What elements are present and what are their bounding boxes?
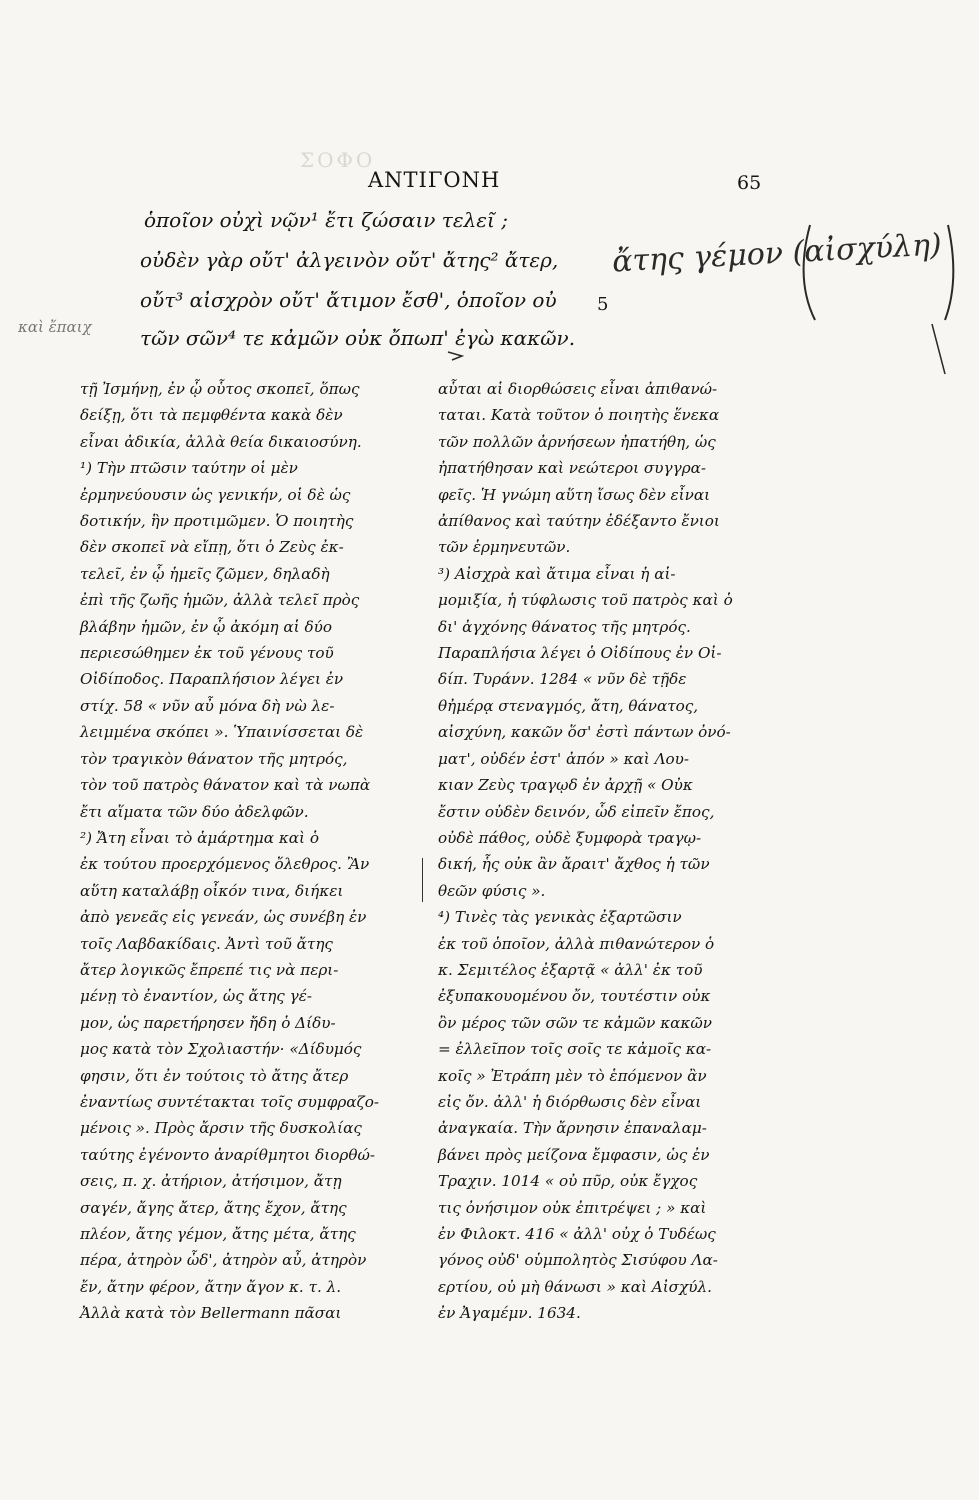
commentary-line: ἀπὸ γενεᾶς εἰς γενεάν, ὡς συνέβη ἐν: [80, 908, 367, 927]
commentary-line: θἠμέρᾳ στεναγμός, ἄτη, θάνατος,: [438, 696, 699, 715]
commentary-line: αὕτη καταλάβῃ οἶκόν τινα, διήκει: [80, 881, 344, 900]
commentary-line: = ἐλλεῖπον τοῖς σοῖς τε κἀμοῖς κα-: [438, 1040, 712, 1059]
commentary-line: μον, ὡς παρετήρησεν ἤδη ὁ Δίδυ-: [80, 1013, 336, 1032]
commentary-line: ὂν μέρος τῶν σῶν τε κἀμῶν κακῶν: [438, 1013, 712, 1032]
handwritten-margin-note-faint: καὶ ἔπαιχ: [18, 318, 92, 336]
commentary-line: ταύτης ἐγένοντο ἀναρίθμητοι διορθώ-: [80, 1145, 375, 1164]
commentary-line: τελεῖ, ἐν ᾧ ἡμεῖς ζῶμεν, δηλαδὴ: [80, 564, 330, 583]
commentary-line: πλέον, ἄτης γέμον, ἄτης μέτα, ἄτης: [80, 1225, 356, 1243]
commentary-line: αὗται αἱ διορθώσεις εἶναι ἀπιθανώ-: [438, 380, 718, 398]
commentary-line: εἰς ὄν. ἀλλ' ἡ διόρθωσις δὲν εἶναι: [438, 1092, 702, 1111]
commentary-line: μομιξία, ἡ τύφλωσις τοῦ πατρὸς καὶ ὁ: [438, 591, 733, 610]
commentary-line: ²) Ἄτη εἶναι τὸ ἁμάρτημα καὶ ὁ: [80, 828, 319, 847]
commentary-line: τῶν ἑρμηνευτῶν.: [438, 538, 571, 557]
commentary-line: δείξῃ, ὅτι τὰ πεμφθέντα κακὰ δὲν: [80, 406, 343, 425]
handwritten-caret: [448, 352, 462, 360]
commentary-line: δι' ἀγχόνης θάνατος τῆς μητρός.: [438, 617, 691, 636]
commentary-line: σεις, π. χ. ἀτήριον, ἀτήσιμον, ἄτῃ: [80, 1172, 342, 1191]
running-title: ΑΝΤΙΓΟΝΗ: [368, 168, 501, 192]
commentary-line: ἔτι αἵματα τῶν δύο ἀδελφῶν.: [80, 802, 309, 821]
commentary-line: κοῖς » Ἐτράπη μὲν τὸ ἑπόμενον ἂν: [438, 1066, 707, 1085]
commentary-line: σαγέν, ἄγης ἄτερ, ἄτης ἔχον, ἄτης: [80, 1198, 347, 1217]
right-commentary-column: [438, 376, 768, 1327]
commentary-line: κ. Σεμιτέλος ἐξαρτᾷ « ἀλλ' ἐκ τοῦ: [438, 960, 703, 979]
commentary-line: ⁴) Τινὲς τὰς γενικὰς ἐξαρτῶσιν: [438, 908, 682, 927]
commentary-line: θεῶν φύσις ».: [438, 881, 546, 900]
verse-line: οὐδὲν γὰρ οὔτ' ἀλγεινὸν οὔτ' ἄτης² ἄτερ,: [140, 248, 559, 272]
commentary-line: μος κατὰ τὸν Σχολιαστήν· «Δίδυμός: [80, 1040, 362, 1059]
commentary-line: πέρα, ἀτηρὸν ὧδ', ἀτηρὸν αὖ, ἀτηρὸν: [80, 1251, 367, 1270]
commentary-line: βλάβην ἡμῶν, ἐν ᾧ ἀκόμη αἱ δύο: [80, 617, 332, 636]
commentary-line: ἐπὶ τῆς ζωῆς ἡμῶν, ἀλλὰ τελεῖ πρὸς: [80, 591, 360, 610]
commentary-line: στίχ. 58 « νῦν αὖ μόνα δὴ νὼ λε-: [80, 696, 335, 715]
verse-line: οὔτ³ αἰσχρὸν οὔτ' ἄτιμον ἔσθ', ὁποῖον οὐ: [140, 288, 557, 312]
verse-line: τῶν σῶν⁴ τε κἀμῶν οὐκ ὄπωπ' ἐγὼ κακῶν.: [140, 326, 576, 350]
commentary-line: μένοις ». Πρὸς ἄρσιν τῆς δυσκολίας: [80, 1119, 362, 1138]
commentary-line: Οἰδίποδος. Παραπλήσιον λέγει ἐν: [80, 670, 344, 689]
handwritten-parenthesis: [945, 225, 953, 320]
commentary-line: εἶναι ἀδικία, ἀλλὰ θεία δικαιοσύνη.: [80, 432, 362, 451]
commentary-line: οὐδὲ πάθος, οὐδὲ ξυμφορὰ τραγῳ-: [438, 828, 702, 847]
commentary-line: ἐν Ἀγαμέμν. 1634.: [438, 1304, 581, 1323]
commentary-line: δὲν σκοπεῖ νὰ εἴπῃ, ὅτι ὁ Ζεὺς ἐκ-: [80, 538, 344, 557]
commentary-line: ἠπατήθησαν καὶ νεώτεροι συγγρα-: [438, 459, 707, 478]
commentary-line: Ἀλλὰ κατὰ τὸν Bellermann πᾶσαι: [80, 1304, 342, 1323]
commentary-line: ἀναγκαία. Τὴν ἄρνησιν ἐπαναλαμ-: [438, 1119, 707, 1138]
commentary-line: ἑρμηνεύουσιν ὡς γενικήν, οἱ δὲ ὡς: [80, 485, 351, 504]
commentary-line: ταται. Κατὰ τοῦτον ὁ ποιητὴς ἕνεκα: [438, 406, 720, 425]
commentary-line: τις ὀνήσιμον οὐκ ἐπιτρέψει ; » καὶ: [438, 1198, 707, 1217]
handwritten-margin-note: ἄτης γέμον (αἰσχύλη): [611, 227, 943, 280]
commentary-line: ἐκ τούτου προερχόμενος ὄλεθρος. Ἂν: [80, 855, 370, 874]
commentary-line: γόνος οὐδ' οὑμπολητὸς Σισύφου Λα-: [438, 1251, 718, 1270]
commentary-line: τὸν τραγικὸν θάνατον τῆς μητρός,: [80, 749, 348, 768]
bleed-through-text: ΣΟΦΟ: [300, 148, 376, 172]
commentary-line: ἐν Φιλοκτ. 416 « ἀλλ' οὐχ ὁ Τυδέως: [438, 1225, 716, 1243]
commentary-line: ¹) Τὴν πτῶσιν ταύτην οἱ μὲν: [80, 459, 298, 478]
commentary-line: τῇ Ἰσμήνῃ, ἐν ᾧ οὗτος σκοπεῖ, ὅπως: [80, 380, 360, 398]
commentary-line: ἐξυπακουομένου ὄν, τουτέστιν οὐκ: [438, 987, 711, 1006]
commentary-line: ερτίου, οὐ μὴ θάνωσι » καὶ Αἰσχύλ.: [438, 1277, 712, 1296]
commentary-line: δοτικήν, ἣν προτιμῶμεν. Ὁ ποιητὴς: [80, 512, 354, 531]
commentary-line: ἄτερ λογικῶς ἔπρεπέ τις νὰ περι-: [80, 960, 339, 979]
commentary-line: μένῃ τὸ ἐναντίον, ὡς ἄτης γέ-: [80, 987, 312, 1006]
commentary-line: ἐναντίως συντέτακται τοῖς συμφραζο-: [80, 1092, 380, 1111]
commentary-line: τὸν τοῦ πατρὸς θάνατον καὶ τὰ νωπὰ: [80, 776, 371, 795]
commentary-line: περιεσώθημεν ἐκ τοῦ γένους τοῦ: [80, 644, 334, 663]
left-commentary-column: [80, 376, 410, 1327]
commentary-line: Τραχιν. 1014 « οὐ πῦρ, οὐκ ἔγχος: [438, 1172, 698, 1191]
handwritten-mark: [422, 858, 423, 902]
commentary-line: δική, ἧς οὐκ ἂν ἄραιτ' ἄχθος ἡ τῶν: [438, 855, 710, 874]
commentary-line: αἰσχύνη, κακῶν ὅσ' ἐστὶ πάντων ὀνό-: [438, 723, 731, 742]
commentary-line: Παραπλήσια λέγει ὁ Οἰδίπους ἐν Οἰ-: [438, 644, 722, 663]
handwritten-parenthesis: [804, 225, 815, 320]
commentary-line: φησιν, ὅτι ἐν τούτοις τὸ ἄτης ἄτερ: [80, 1066, 349, 1085]
commentary-line: ἐκ τοῦ ὁποῖον, ἀλλὰ πιθανώτερον ὁ: [438, 934, 715, 953]
commentary-line: δίπ. Τυράνν. 1284 « νῦν δὲ τῇδε: [438, 670, 687, 689]
verse-line: ὁποῖον οὐχὶ νῷν¹ ἔτι ζώσαιν τελεῖ ;: [144, 208, 508, 232]
commentary-line: τῶν πολλῶν ἀρνήσεων ἠπατήθη, ὡς: [438, 432, 716, 451]
handwritten-stroke: [932, 324, 945, 374]
handwriting-strokes: [0, 0, 979, 400]
commentary-line: ³) Αἰσχρὰ καὶ ἄτιμα εἶναι ἡ αἱ-: [438, 564, 676, 583]
verse-line-number: 5: [597, 294, 609, 315]
commentary-line: ματ', οὐδέν ἐστ' ἀπόν » καὶ Λου-: [438, 749, 690, 768]
page-number: 65: [737, 172, 762, 194]
commentary-line: λειμμένα σκόπει ». Ὑπαινίσσεται δὲ: [80, 723, 364, 742]
commentary-line: ἔστιν οὐδὲν δεινόν, ὧδ εἰπεῖν ἔπος,: [438, 802, 715, 821]
commentary-line: βάνει πρὸς μείζονα ἔμφασιν, ὡς ἐν: [438, 1145, 710, 1164]
commentary-line: φεῖς. Ἡ γνώμη αὕτη ἴσως δὲν εἶναι: [438, 485, 711, 504]
commentary-line: ἔν, ἄτην φέρον, ἄτην ἄγον κ. τ. λ.: [80, 1277, 342, 1296]
commentary-line: ἀπίθανος καὶ ταύτην ἐδέξαντο ἔνιοι: [438, 512, 720, 531]
commentary-line: τοῖς Λαβδακίδαις. Ἀντὶ τοῦ ἄτης: [80, 934, 333, 953]
commentary-line: κιαν Ζεὺς τραγῳδ ἐν ἀρχῇ « Οὐκ: [438, 776, 693, 795]
